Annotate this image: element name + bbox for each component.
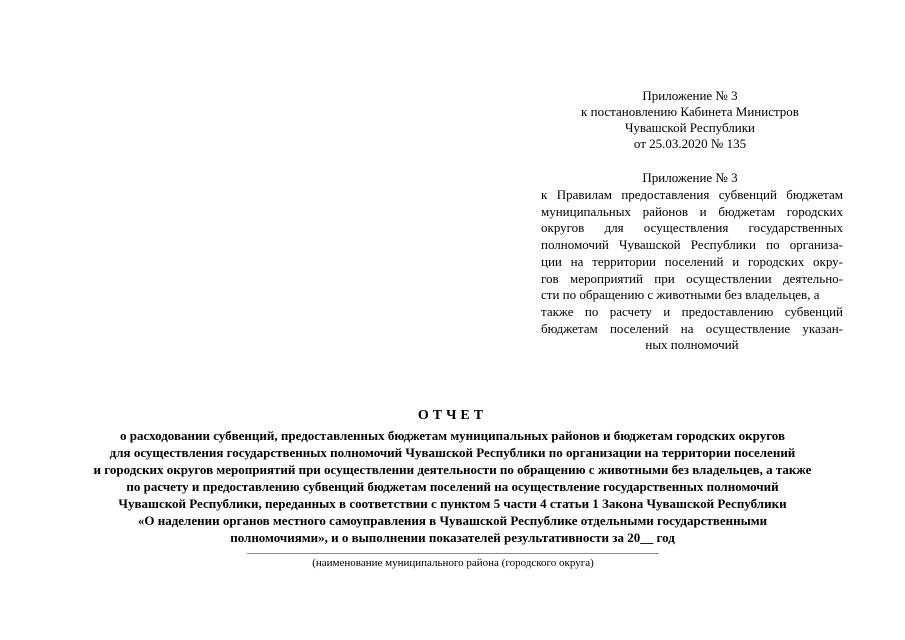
annex-rules-heading: Приложение № 3 [642, 170, 738, 185]
report-subtitle [30, 427, 875, 546]
annex-date-number: от 25.03.2020 № 135 [633, 136, 747, 151]
report-subtitle-line: и городских округов мероприятий при осуществлении деятельности по обращению с животными без владельцев, а также [93, 462, 812, 477]
annex-rules-line: полномочий Чувашской Республики по организа- [541, 237, 843, 253]
annex-rules-line: ных полномочий [645, 337, 739, 353]
report-title: ОТЧЕТ [417, 408, 488, 423]
municipality-fill-line [247, 553, 659, 554]
report-subtitle-line: Чувашской Республики, переданных в соответствии с пунктом 5 части 4 статьи 1 Закона Чувашской Республики [118, 496, 787, 511]
annex-rules-line: округов для осуществления государственных [541, 220, 843, 236]
report-subtitle-line: о расходовании субвенций, предоставленных бюджетам муниципальных районов и бюджетам городских округов [120, 428, 785, 443]
annex-rules-line: к Правилам предоставления субвенций бюджетам [541, 187, 843, 202]
annex-rules-line: муниципальных районов и бюджетам городских [541, 203, 843, 219]
annex-rules-line: гов мероприятий при осуществлении деятельно- [541, 270, 843, 286]
report-subtitle-line: «О наделении органов местного самоуправления в Чувашской Республике отдельными государственными [137, 513, 768, 528]
municipality-fill-caption: (наименование муниципального района (городского округа) [312, 557, 594, 569]
annex-rules-block [541, 187, 843, 354]
report-subtitle-line: полномочиями», и о выполнении показателей результативности за 20__ год [230, 530, 675, 545]
annex-rules-line: бюджетам поселений на осуществление указан- [541, 320, 843, 336]
report-subtitle-line: по расчету и предоставлению субвенций бюджетам поселений на осуществление государственных полномочий [126, 479, 779, 494]
annex-number: Приложение № 3 [642, 88, 738, 103]
annex-authority: Чувашской Республики [624, 120, 756, 135]
annex-rules-line: также по расчету и предоставлению субвенций [541, 303, 843, 319]
annex-rules-line: ции на территории поселений и городских окру- [541, 253, 843, 269]
report-subtitle-line: для осуществления государственных полномочий Чувашской Республики по организации на территории поселений [109, 445, 796, 460]
annex-resolution-block [540, 88, 840, 152]
annex-reference: к постановлению Кабинета Министров [581, 104, 799, 119]
annex-rules-line: сти по обращению с животными без владельцев, а [541, 287, 820, 303]
